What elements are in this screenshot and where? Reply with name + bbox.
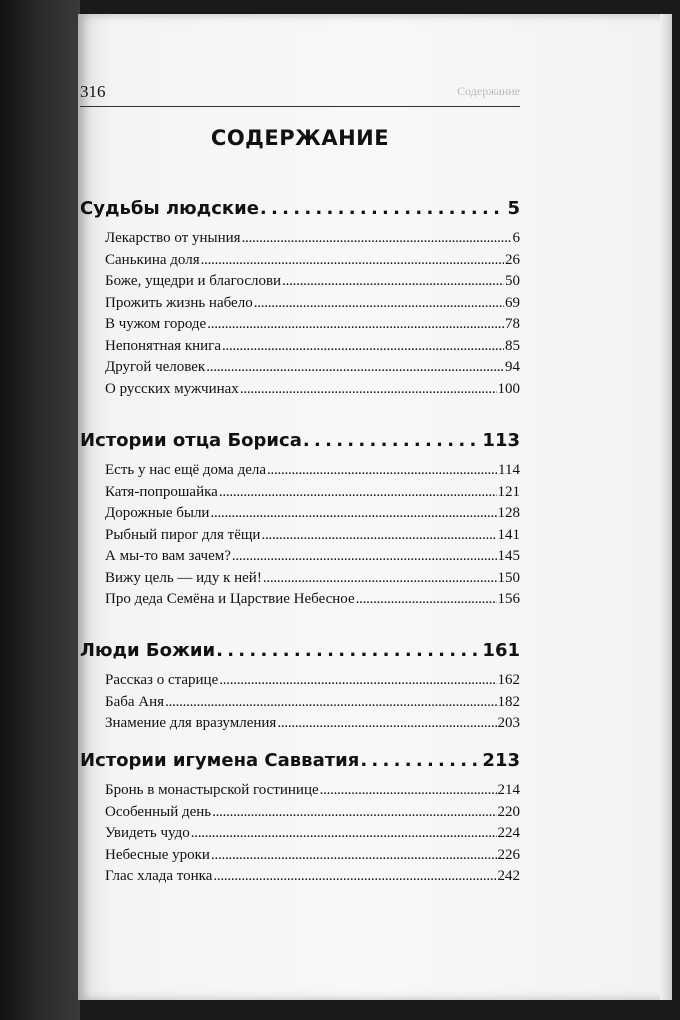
toc-entry-title: Баба Аня	[105, 693, 165, 710]
toc-entry-title: Бронь в монастырской гостинице	[105, 782, 319, 798]
toc-entry-title: О русских мужчинах	[105, 380, 239, 397]
toc-entry-page-number: 150	[497, 569, 520, 586]
dot-leader	[211, 847, 497, 864]
toc-entry[interactable]	[105, 462, 520, 479]
dot-leader	[240, 381, 497, 398]
toc-entry-page-number: 100	[497, 380, 520, 397]
toc-entry-page-number: 6	[512, 230, 520, 246]
toc-entry-page-number: 226	[497, 846, 520, 863]
toc-entry-title: А мы-то вам зачем?	[105, 548, 231, 564]
toc-entry-page-number: 145	[497, 548, 520, 564]
toc-entry[interactable]	[105, 868, 520, 885]
dot-leader	[254, 295, 504, 312]
toc-section[interactable]	[80, 430, 520, 451]
toc-entry-page-number: 94	[505, 359, 520, 375]
header-rule	[80, 106, 520, 107]
toc-entry-page-number: 203	[497, 715, 520, 731]
toc-entry-title: Есть у нас ещё дома дела	[105, 462, 267, 478]
toc-entry-page-number: 242	[497, 868, 520, 884]
toc-entry[interactable]	[105, 570, 520, 587]
toc-entry[interactable]	[105, 295, 520, 312]
toc-entry-page-number: 85	[505, 337, 520, 354]
toc-entry-page-number: 220	[497, 803, 520, 820]
toc-entry[interactable]	[105, 527, 520, 544]
dot-leader	[212, 804, 496, 821]
toc-entry-title: Рыбный пирог для тёщи	[105, 526, 261, 543]
page-header	[80, 82, 520, 108]
toc-entry-page-number: 78	[505, 316, 520, 332]
toc-section-title: Истории игумена Савватия	[80, 750, 360, 771]
toc-entry[interactable]	[105, 672, 520, 689]
toc-entry-page-number: 114	[498, 462, 520, 478]
toc-entry-page-number: 69	[505, 294, 520, 311]
toc-entry[interactable]	[105, 847, 520, 864]
toc-entry[interactable]	[105, 782, 520, 799]
toc-entry-page-number: 182	[497, 693, 520, 710]
toc-entry[interactable]	[105, 715, 520, 732]
toc-entry-page-number: 121	[497, 483, 520, 500]
dot-leader	[232, 548, 497, 565]
page-edge	[660, 14, 672, 1000]
toc-entry-title: Рассказ о старице	[105, 672, 219, 688]
toc-section-page-number: 5	[507, 198, 520, 219]
toc-entry-title: Вижу цель — иду к ней!	[105, 569, 262, 586]
dot-leader	[267, 462, 497, 479]
toc-section-title: Судьбы людские	[80, 198, 259, 219]
dot-leader	[165, 694, 496, 711]
toc-entry[interactable]	[105, 505, 520, 522]
toc-section[interactable]	[80, 750, 520, 771]
dot-leader	[260, 198, 507, 219]
dot-leader	[303, 430, 482, 451]
dot-leader	[191, 825, 497, 842]
toc-section-title: Люди Божии	[80, 640, 216, 661]
toc-entry-title: Боже, ущедри и благослови	[105, 273, 282, 289]
toc-entry-page-number: 162	[497, 672, 520, 688]
toc-entry[interactable]	[105, 316, 520, 333]
toc-entry-page-number: 224	[497, 825, 520, 841]
toc-entry[interactable]	[105, 359, 520, 376]
toc-entry-title: Санькина доля	[105, 251, 200, 268]
toc-entry-title: Увидеть чудо	[105, 825, 190, 841]
dot-leader	[263, 570, 497, 587]
toc-entry-title: В чужом городе	[105, 316, 207, 332]
toc-entry-title: Катя-попрошайка	[105, 483, 218, 500]
book-spine-shadow	[0, 0, 80, 1020]
dot-leader	[356, 591, 497, 608]
dot-leader	[219, 672, 496, 689]
running-head: Содержание	[457, 84, 520, 98]
toc-entry-page-number: 50	[505, 273, 520, 289]
toc-entry-title: Дорожные были	[105, 505, 210, 521]
toc-entry-page-number: 128	[497, 505, 520, 521]
toc-entry-title: Про деда Семёна и Царствие Небесное	[105, 591, 355, 607]
dot-leader	[242, 230, 512, 247]
toc-entry-title: Непонятная книга	[105, 337, 221, 354]
dot-leader	[282, 273, 504, 290]
toc-section-page-number: 161	[482, 640, 520, 661]
dot-leader	[216, 640, 481, 661]
dot-leader	[210, 505, 496, 522]
dot-leader	[261, 527, 496, 544]
dot-leader	[207, 316, 504, 333]
toc-section-title: Истории отца Бориса	[80, 430, 302, 451]
page-number: 316	[80, 82, 106, 101]
dot-leader	[222, 338, 504, 355]
toc-entry[interactable]	[105, 230, 520, 247]
dot-leader	[360, 750, 481, 771]
toc-entry-page-number: 26	[505, 251, 520, 268]
toc-entry-title: Особенный день	[105, 803, 212, 820]
toc-entry-title: Прожить жизнь набело	[105, 294, 253, 311]
toc-entry-title: Лекарство от уныния	[105, 230, 241, 246]
toc-section[interactable]	[80, 198, 520, 219]
toc-entry[interactable]	[105, 825, 520, 842]
toc-entry[interactable]	[105, 804, 520, 821]
toc-entry-title: Другой человек	[105, 359, 206, 375]
dot-leader	[213, 868, 496, 885]
toc-entry[interactable]	[105, 591, 520, 608]
toc-section-page-number: 213	[482, 750, 520, 771]
dot-leader	[277, 715, 496, 732]
page-title: СОДЕРЖАНИЕ	[210, 126, 390, 150]
toc-entry[interactable]	[105, 694, 520, 711]
toc-entry[interactable]	[105, 338, 520, 355]
toc-entry-page-number: 214	[497, 782, 520, 798]
toc-entry-page-number: 156	[497, 591, 520, 607]
dot-leader	[219, 484, 497, 501]
toc-entry[interactable]	[105, 548, 520, 565]
toc-entry-title: Глас хлада тонка	[105, 868, 213, 884]
toc-section-page-number: 113	[482, 430, 520, 451]
toc-entry-page-number: 141	[497, 526, 520, 543]
toc-entry[interactable]	[105, 252, 520, 269]
toc-section[interactable]	[80, 640, 520, 661]
toc-entry[interactable]	[105, 381, 520, 398]
toc-entry-title: Знамение для вразумления	[105, 715, 277, 731]
dot-leader	[206, 359, 504, 376]
dot-leader	[320, 782, 497, 799]
toc-entry-title: Небесные уроки	[105, 846, 210, 863]
toc-entry[interactable]	[105, 484, 520, 501]
toc-entry[interactable]	[105, 273, 520, 290]
dot-leader	[201, 252, 504, 269]
